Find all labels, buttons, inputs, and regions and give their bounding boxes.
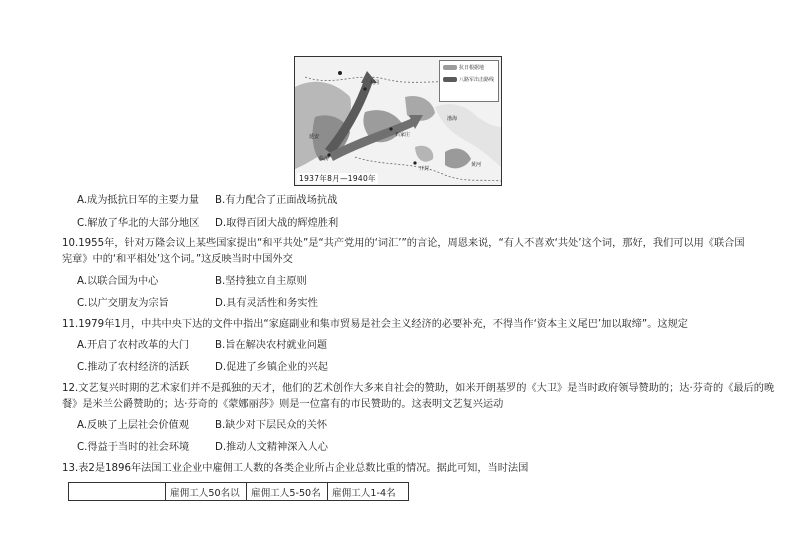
table-2: [68, 482, 409, 501]
legend-label: 抗日根据地: [459, 65, 485, 71]
q13-stem-line-1: 13.表2是1896年法国工业企业中雇佣工人数的各类企业所占企业总数比重的情况。据此可知，当时法国: [62, 463, 529, 474]
q10-option-c[interactable]: C.以广交朋友为宗旨: [77, 298, 169, 309]
q11-option-b[interactable]: B.旨在解决农村就业问题: [215, 340, 328, 351]
q9-option-b[interactable]: B.有力配合了正面战场抗战: [215, 195, 338, 206]
q10-option-a[interactable]: A.以联合国为中心: [77, 276, 159, 287]
table-header-cell: 雇佣工人1-4名: [328, 483, 409, 501]
map-label-linfen: 临汾: [319, 156, 330, 162]
legend-item: [443, 77, 494, 83]
q10-stem-line-2: 宪章》中的‘和平相处’这个词。”这反映当时中国外交: [62, 254, 293, 265]
map-label-kaifeng: 开封: [419, 166, 430, 172]
q12-stem-line-1: 12.文艺复兴时期的艺术家们并不是孤独的天才，他们的艺术创作大多来自社会的赞助，如米开朗基罗的《大卫》是当时政府领导赞助的；达·芬奇的《最后的晚: [62, 383, 775, 394]
q9-option-a[interactable]: A.成为抵抗日军的主要力量: [77, 195, 200, 206]
legend-swatch-icon: [443, 65, 457, 70]
legend-arrow-icon: [443, 77, 457, 82]
table-header-cell: 雇佣工人50名以: [166, 483, 247, 501]
q9-option-c[interactable]: C.解放了华北的大部分地区: [77, 218, 200, 229]
map-caption: 1937年8月—1940年: [299, 174, 376, 183]
q10-option-d[interactable]: D.具有灵活性和务实性: [215, 298, 318, 309]
q12-option-d[interactable]: D.推动人文精神深入人心: [215, 442, 328, 453]
q11-option-d[interactable]: D.促进了乡镇企业的兴起: [215, 362, 328, 373]
map-legend: [439, 60, 499, 102]
q11-option-a[interactable]: A.开启了农村改革的大门: [77, 340, 189, 351]
table-header-cell: [69, 483, 166, 501]
q12-option-a[interactable]: A.反映了上层社会价值观: [77, 420, 189, 431]
legend-item: [443, 65, 484, 71]
historical-map: [294, 56, 502, 186]
map-label-shijiazhuang: 石家庄: [395, 132, 411, 138]
q11-option-c[interactable]: C.推动了农村经济的活跃: [77, 362, 190, 373]
q11-stem-line-1: 11.1979年1月，中共中央下达的文件中指出“家庭副业和集市贸易是社会主义经济的必要补充，不得当作‘资本主义尾巴’加以取缔”。这规定: [62, 319, 688, 330]
q12-option-b[interactable]: B.缺少对下层民众的关怀: [215, 420, 328, 431]
q10-stem-line-1: 10.1955年，针对万隆会议上某些国家提出“和平共处”是“共产党用的‘词汇’”的言论，周恩来说，“有人不喜欢‘共处’这个词，那好，我们可以用《联合国: [62, 238, 745, 249]
q12-stem-line-2: 餐》是米兰公爵赞助的；达·芬奇的《蒙娜丽莎》则是一位富有的市民赞助的。这表明文艺复兴运动: [62, 399, 504, 410]
q10-option-b[interactable]: B.坚持独立自主原则: [215, 276, 307, 287]
map-label-huanghe: 黄河: [471, 162, 482, 168]
q9-option-d[interactable]: D.取得百团大战的辉煌胜利: [215, 218, 339, 229]
map-label-bohai: 渤海: [447, 116, 458, 122]
table-header-row: [69, 483, 409, 501]
map-label-yanan: 延安: [309, 134, 320, 140]
table-header-cell: 雇佣工人5-50名: [247, 483, 328, 501]
map-label-datong: 大同: [369, 80, 380, 86]
q12-option-c[interactable]: C.得益于当时的社会环境: [77, 442, 190, 453]
legend-label: 八路军出击路线: [459, 77, 495, 83]
